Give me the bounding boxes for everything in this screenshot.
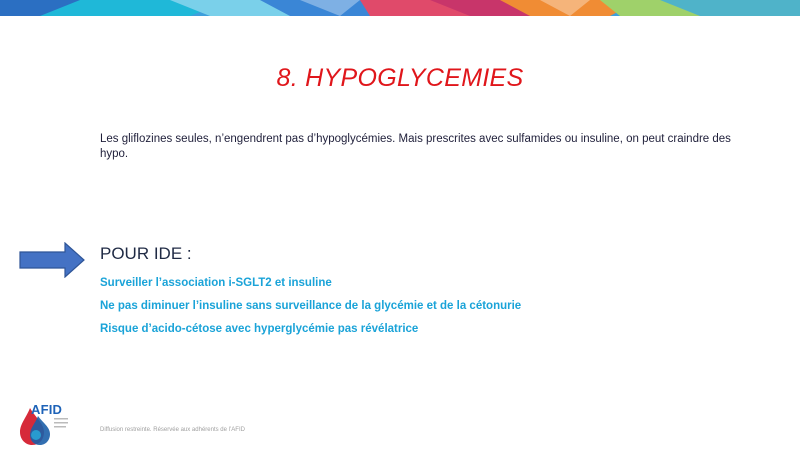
list-item: Surveiller l’association i-SGLT2 et insuline xyxy=(100,277,332,289)
list-item: Risque d’acido-cétose avec hyperglycémie pas révélatrice xyxy=(100,323,419,335)
list-item: Ne pas diminuer l’insuline sans surveillance de la glycémie et de la cétonurie xyxy=(100,300,522,312)
intro-paragraph: Les gliflozines seules, n’engendrent pas d’hypoglycémies. Mais prescrites avec sulfamides ou insuline, on peut craindre des hypo. xyxy=(100,133,731,160)
footer-notice: Diffusion restreinte. Réservée aux adhérents de l’AFID xyxy=(100,427,245,433)
slide-title: 8. HYPOGLYCEMIES xyxy=(276,64,524,92)
section-heading: POUR IDE : xyxy=(100,244,192,263)
recommendation-list xyxy=(100,276,521,345)
decorative-banner xyxy=(0,0,800,16)
logo-text: AFID xyxy=(31,402,63,417)
right-arrow-icon xyxy=(19,242,85,278)
